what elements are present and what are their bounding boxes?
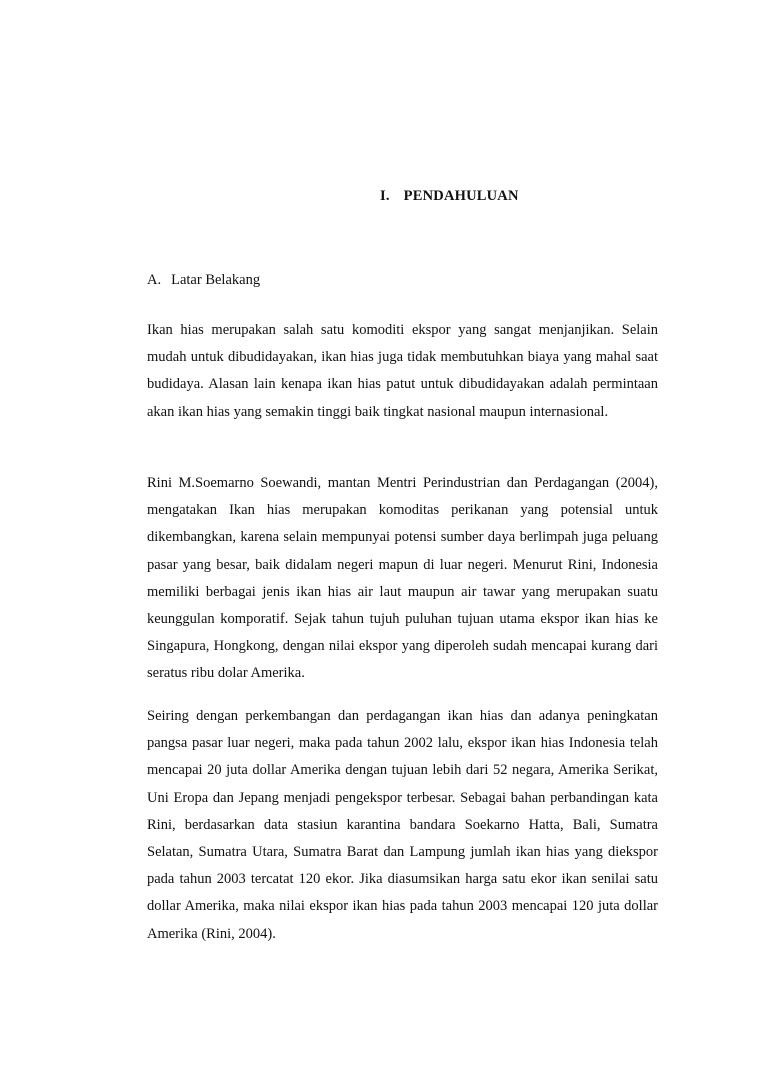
- chapter-title: [380, 188, 519, 205]
- paragraph: Ikan hias merupakan salah satu komoditi ekspor yang sangat menjanjikan. Selain mudah untuk dibudidayakan, ikan hias juga tidak membutuhkan biaya yang mahal saat budidaya. Alasan lain kenapa ikan hias patut untuk dibudidayakan adalah permintaan akan ikan hias yang semakin tinggi baik tingkat nasional maupun internasional.: [147, 322, 658, 420]
- chapter-number: I.: [380, 188, 390, 204]
- paragraph: Rini M.Soemarno Soewandi, mantan Mentri Perindustrian dan Perdagangan (2004), mengatakan Ikan hias merupakan komoditas perikanan yang potensial untuk dikembangkan, karena selain mempunyai potensi sumber daya berlimpah juga peluang pasar yang besar, baik didalam negeri mapun di luar negeri. Menurut Rini, Indonesia memiliki berbagai jenis ikan hias air laut maupun air tawar yang merupakan suatu keunggulan komporatif. Sejak tahun tujuh puluhan tujuan utama ekspor ikan hias ke Singapura, Hongkong, dengan nilai ekspor yang diperoleh sudah mencapai kurang dari seratus ribu dolar Amerika.: [147, 475, 658, 682]
- chapter-title-text: PENDAHULUAN: [403, 188, 519, 204]
- paragraph: Seiring dengan perkembangan dan perdagangan ikan hias dan adanya peningkatan pangsa pasar luar negeri, maka pada tahun 2002 lalu, ekspor ikan hias Indonesia telah mencapai 20 juta dollar Amerika dengan tujuan lebih dari 52 negara, Amerika Serikat, Uni Eropa dan Jepang menjadi pengekspor terbesar. Sebagai bahan perbandingan kata Rini, berdasarkan data stasiun karantina bandara Soekarno Hatta, Bali, Sumatra Selatan, Sumatra Utara, Sumatra Barat dan Lampung jumlah ikan hias yang diekspor pada tahun 2003 tercatat 120 ekor. Jika diasumsikan harga satu ekor ikan senilai satu dollar Amerika, maka nilai ekspor ikan hias pada tahun 2003 mencapai 120 juta dollar Amerika (Rini, 2004).: [147, 708, 658, 942]
- section-title-text: Latar Belakang: [171, 272, 261, 288]
- section-letter: A.: [147, 272, 162, 288]
- section-heading: [147, 272, 260, 289]
